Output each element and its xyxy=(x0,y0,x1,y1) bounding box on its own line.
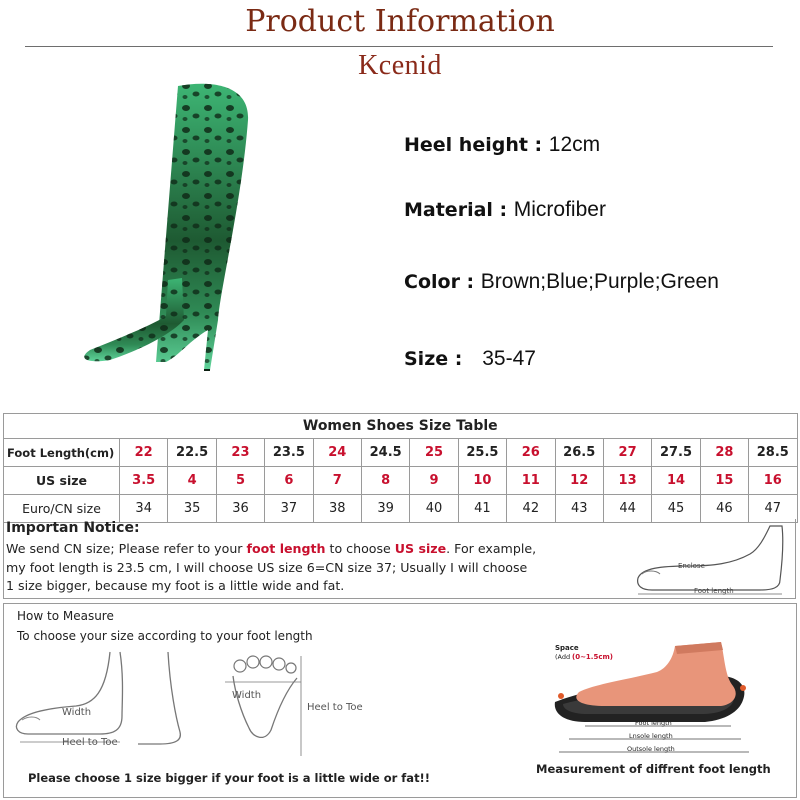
top-width-label: Width xyxy=(232,690,262,701)
size-cell: 5 xyxy=(216,467,264,495)
spec-color: Color : Brown;Blue;Purple;Green xyxy=(404,270,719,293)
spec-label: Size xyxy=(404,348,449,370)
size-cell: 28 xyxy=(700,439,748,467)
table-row xyxy=(4,439,798,467)
brand-name: Kcenid xyxy=(358,50,442,81)
size-cell: 13 xyxy=(603,467,651,495)
side-width-label: Width xyxy=(62,707,92,718)
space-label: Space xyxy=(555,644,579,652)
row-label: Foot Length(cm) xyxy=(4,439,120,467)
spec-value: Brown;Blue;Purple;Green xyxy=(480,270,719,293)
size-cell: 3.5 xyxy=(120,467,168,495)
notice-line-3: 1 size bigger, because my foot is a little wide and fat. xyxy=(6,578,345,593)
top-heel-to-toe-label: Heel to Toe xyxy=(307,702,363,713)
size-cell: 24 xyxy=(313,439,361,467)
measure-title: How to Measure xyxy=(17,609,114,623)
size-cell: 22 xyxy=(120,439,168,467)
notice-text: . For example, xyxy=(446,541,537,556)
notice-text: to choose xyxy=(325,541,395,556)
size-cell: 39 xyxy=(361,495,409,523)
spec-value: 35-47 xyxy=(482,347,536,370)
size-cell: 14 xyxy=(652,467,700,495)
space-add-label: (Add xyxy=(555,653,571,661)
size-table xyxy=(3,413,798,523)
highlight-us-size: US size xyxy=(394,541,447,556)
size-cell: 40 xyxy=(410,495,458,523)
side-foot-diagram xyxy=(10,648,195,758)
size-cell: 16 xyxy=(749,467,797,495)
size-cell: 35 xyxy=(168,495,216,523)
spec-label: Heel height xyxy=(404,134,528,156)
size-cell: 25.5 xyxy=(458,439,506,467)
size-cell: 37 xyxy=(265,495,313,523)
size-cell: 34 xyxy=(120,495,168,523)
size-cell: 26 xyxy=(507,439,555,467)
size-cell: 28.5 xyxy=(749,439,797,467)
size-cell: 9 xyxy=(410,467,458,495)
size-cell: 46 xyxy=(700,495,748,523)
top-foot-diagram xyxy=(205,652,395,760)
spec-material: Material : Microfiber xyxy=(404,198,606,221)
enclose-label: Enclose xyxy=(678,562,705,570)
spec-heel-height: Heel height : 12cm xyxy=(404,133,601,156)
row-label: US size xyxy=(4,467,120,495)
foot-length-label: Foot length xyxy=(635,719,672,727)
insole-length-label: Lnsole length xyxy=(629,732,673,740)
table-row xyxy=(4,467,798,495)
size-cell: 44 xyxy=(603,495,651,523)
size-cell: 45 xyxy=(652,495,700,523)
size-cell: 22.5 xyxy=(168,439,216,467)
spec-label: Material xyxy=(404,199,493,221)
notice-title: Importan Notice: xyxy=(6,520,140,536)
space-range-label: (0~1.5cm) xyxy=(572,653,613,661)
boot-image xyxy=(70,80,270,380)
size-cell: 11 xyxy=(507,467,555,495)
notice-line-2: my foot length is 23.5 cm, I will choose US size 6=CN size 37; Usually I will choose xyxy=(6,560,528,575)
size-tip: Please choose 1 size bigger if your foot is a little wide or fat!! xyxy=(28,771,431,785)
size-cell: 25 xyxy=(410,439,458,467)
size-cell: 7 xyxy=(313,467,361,495)
size-cell: 43 xyxy=(555,495,603,523)
foot-length-diagram xyxy=(632,524,792,600)
size-cell: 23.5 xyxy=(265,439,313,467)
side-heel-to-toe-label: Heel to Toe xyxy=(62,737,118,748)
spec-value: Microfiber xyxy=(513,198,606,221)
size-cell: 24.5 xyxy=(361,439,409,467)
spec-value: 12cm xyxy=(548,133,601,156)
size-cell: 12 xyxy=(555,467,603,495)
size-cell: 26.5 xyxy=(555,439,603,467)
spec-label: Color xyxy=(404,271,460,293)
size-cell: 10 xyxy=(458,467,506,495)
size-cell: 6 xyxy=(265,467,313,495)
size-cell: 23 xyxy=(216,439,264,467)
size-cell: 42 xyxy=(507,495,555,523)
title-divider xyxy=(25,46,773,47)
size-cell: 47 xyxy=(749,495,797,523)
size-cell: 27.5 xyxy=(652,439,700,467)
notice-text: We send CN size; Please refer to your xyxy=(6,541,247,556)
outsole-length-label: Outsole length xyxy=(627,745,675,753)
size-cell: 27 xyxy=(603,439,651,467)
size-cell: 36 xyxy=(216,495,264,523)
page-title: Product Information xyxy=(245,4,555,39)
highlight-foot-length: foot length xyxy=(246,541,326,556)
measure-subtitle: To choose your size according to your foot length xyxy=(17,629,313,643)
spec-size: Size : 35-47 xyxy=(404,347,536,370)
size-cell: 8 xyxy=(361,467,409,495)
size-table-title: Women Shoes Size Table xyxy=(4,414,798,439)
size-cell: 15 xyxy=(700,467,748,495)
size-cell: 38 xyxy=(313,495,361,523)
foot-length-label: Foot length xyxy=(694,587,734,595)
measurement-caption: Measurement of diffrent foot length xyxy=(536,762,771,776)
size-cell: 41 xyxy=(458,495,506,523)
row-label: Euro/CN size xyxy=(4,495,120,523)
size-cell: 4 xyxy=(168,467,216,495)
notice-line-1 xyxy=(6,541,536,556)
shoe-measurement-diagram xyxy=(545,640,785,758)
